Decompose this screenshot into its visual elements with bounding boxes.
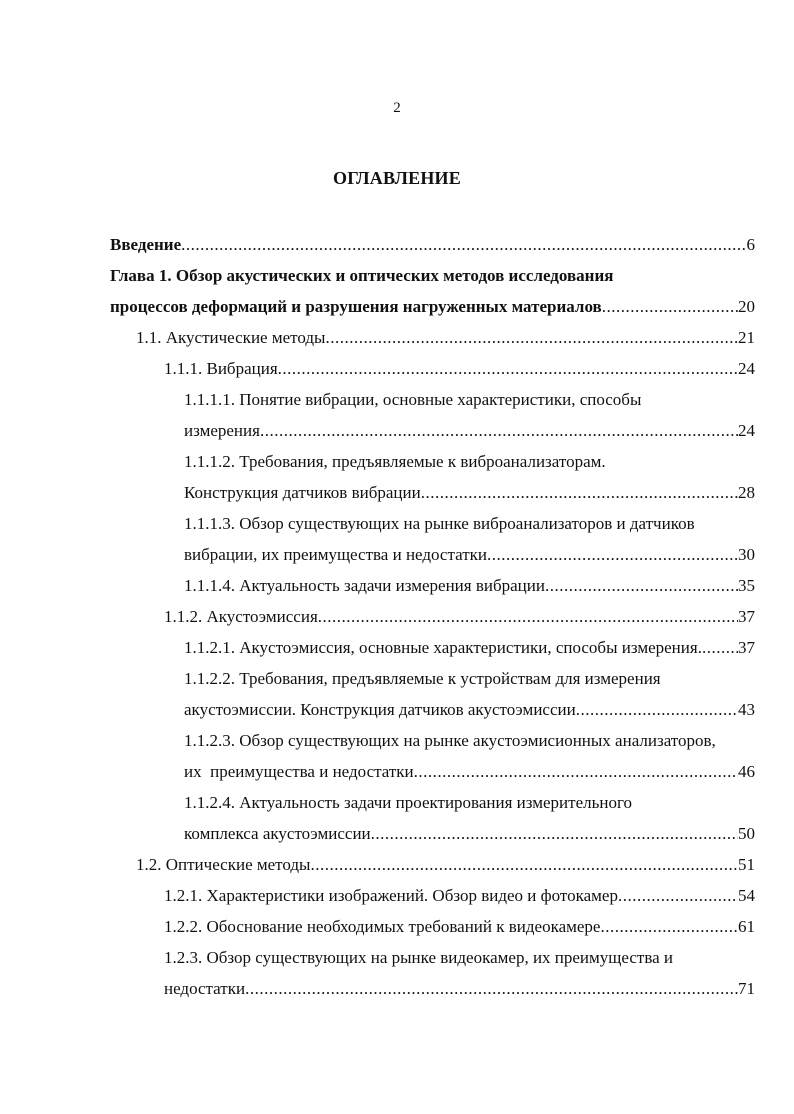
toc-entry-text: комплекса акустоэмиссии bbox=[184, 824, 371, 843]
toc-entry-text: вибрации, их преимущества и недостатки bbox=[184, 545, 488, 564]
toc-entry-1-1-1-1-line1[interactable]: 1.1.1.1. Понятие вибрации, основные характеристики, способы bbox=[184, 390, 642, 409]
toc-page: 37 bbox=[738, 638, 755, 657]
toc-entry-1-2-1[interactable] bbox=[110, 880, 755, 911]
toc-entry-1-1-1-2-line2[interactable] bbox=[110, 477, 755, 508]
toc-entry-1-1-1-4[interactable] bbox=[110, 570, 755, 601]
toc-entry-text: 1.1. Акустические методы bbox=[136, 328, 326, 347]
toc-leader bbox=[487, 539, 738, 570]
toc-page: 21 bbox=[738, 328, 755, 347]
toc-entry-1-1-2-2-line1[interactable]: 1.1.2.2. Требования, предъявляемые к устройствам для измерения bbox=[184, 669, 661, 688]
toc-entry-1-1-1[interactable] bbox=[110, 353, 755, 384]
toc-leader bbox=[545, 570, 738, 601]
toc-page: 6 bbox=[746, 235, 755, 254]
toc-entry-intro[interactable] bbox=[110, 229, 755, 260]
toc-entry-1-1-1-3-line2[interactable] bbox=[110, 539, 755, 570]
toc-page: 71 bbox=[738, 979, 755, 998]
toc-leader bbox=[318, 601, 738, 632]
toc-entry-text: процессов деформаций и разрушения нагруженных материалов bbox=[110, 297, 602, 316]
toc-entry-1-1-2-1[interactable] bbox=[110, 632, 755, 663]
toc-entry-1-1-2-4-line2[interactable] bbox=[110, 818, 755, 849]
toc-entry-text: недостатки bbox=[164, 979, 246, 998]
toc-page: 51 bbox=[738, 855, 755, 874]
page-title: ОГЛАВЛЕНИЕ bbox=[333, 168, 461, 188]
toc-entry-1-1-1-1-line2[interactable] bbox=[110, 415, 755, 446]
toc-leader bbox=[325, 322, 738, 353]
toc-leader bbox=[371, 818, 738, 849]
toc-leader bbox=[181, 229, 746, 260]
toc-entry-1-1-2[interactable] bbox=[110, 601, 755, 632]
toc-entry-text: 1.1.2. Акустоэмиссия bbox=[164, 607, 318, 626]
toc-page: 30 bbox=[738, 545, 755, 564]
toc-entry-text: 1.2.1. Характеристики изображений. Обзор видео и фотокамер bbox=[164, 886, 618, 905]
toc-page: 35 bbox=[738, 576, 755, 595]
toc-page: 50 bbox=[738, 824, 755, 843]
toc-page: 61 bbox=[738, 917, 755, 936]
toc-leader bbox=[618, 880, 738, 911]
table-of-contents bbox=[110, 229, 755, 1004]
toc-entry-1-2-3-line2[interactable] bbox=[110, 973, 755, 1004]
toc-entry-text: акустоэмиссии. Конструкция датчиков акустоэмиссии bbox=[184, 700, 576, 719]
toc-entry-1-2[interactable] bbox=[110, 849, 755, 880]
toc-entry-1-1-2-3-line1[interactable]: 1.1.2.3. Обзор существующих на рынке акустоэмисионных анализаторов, bbox=[184, 731, 716, 750]
toc-entry-1-1[interactable] bbox=[110, 322, 755, 353]
toc-entry-text: 1.1.1.4. Актуальность задачи измерения вибрации bbox=[184, 576, 545, 595]
toc-leader bbox=[576, 694, 738, 725]
toc-leader bbox=[702, 632, 738, 663]
toc-entry-1-1-2-2-line2[interactable] bbox=[110, 694, 755, 725]
toc-leader bbox=[414, 756, 738, 787]
toc-entry-text: Конструкция датчиков вибрации bbox=[184, 483, 421, 502]
toc-entry-text: 1.1.1. Вибрация bbox=[164, 359, 278, 378]
toc-page: 24 bbox=[738, 359, 755, 378]
toc-entry-chapter-1-line2[interactable] bbox=[110, 291, 755, 322]
toc-leader bbox=[310, 849, 738, 880]
toc-page: 28 bbox=[738, 483, 755, 502]
toc-page: 24 bbox=[738, 421, 755, 440]
toc-entry-text: 1.2. Оптические методы bbox=[136, 855, 311, 874]
toc-entry-1-1-2-3-line2[interactable] bbox=[110, 756, 755, 787]
toc-leader bbox=[421, 477, 738, 508]
toc-leader bbox=[245, 973, 738, 1004]
toc-entry-1-2-3-line1[interactable]: 1.2.3. Обзор существующих на рынке видеокамер, их преимущества и bbox=[164, 948, 674, 967]
toc-page: 46 bbox=[738, 762, 755, 781]
toc-entry-text: 1.1.2.1. Акустоэмиссия, основные характеристики, способы измерения. bbox=[184, 638, 702, 657]
toc-page: 20 bbox=[738, 297, 755, 316]
toc-entry-1-2-2[interactable] bbox=[110, 911, 755, 942]
page-number: 2 bbox=[393, 100, 401, 116]
toc-entry-1-1-1-2-line1[interactable]: 1.1.1.2. Требования, предъявляемые к виброанализаторам. bbox=[184, 452, 606, 471]
toc-entry-text: измерения bbox=[184, 421, 260, 440]
toc-entry-1-1-1-3-line1[interactable]: 1.1.1.3. Обзор существующих на рынке виброанализаторов и датчиков bbox=[184, 514, 695, 533]
toc-entry-text: 1.2.2. Обоснование необходимых требований к видеокамере bbox=[164, 917, 601, 936]
toc-page: 37 bbox=[738, 607, 755, 626]
toc-entry-1-1-2-4-line1[interactable]: 1.1.2.4. Актуальность задачи проектирования измерительного bbox=[184, 793, 633, 812]
toc-page: 43 bbox=[738, 700, 755, 719]
toc-leader bbox=[600, 911, 738, 942]
toc-entry-chapter-1-line1[interactable]: Глава 1. Обзор акустических и оптических методов исследования bbox=[110, 266, 614, 285]
toc-page: 54 bbox=[738, 886, 755, 905]
toc-leader bbox=[278, 353, 738, 384]
toc-entry-text: их преимущества и недостатки bbox=[184, 762, 414, 781]
toc-entry-text: Введение bbox=[110, 235, 182, 254]
toc-leader bbox=[602, 291, 738, 322]
toc-leader bbox=[260, 415, 738, 446]
